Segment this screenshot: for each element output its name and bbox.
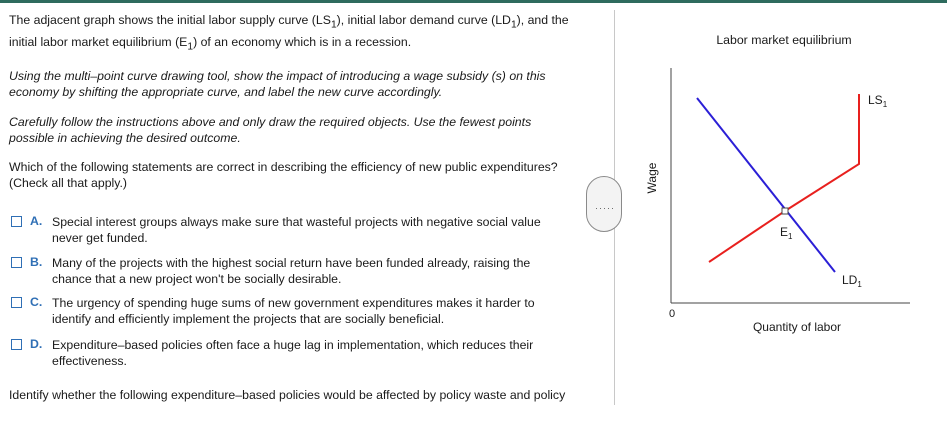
instruction-line-1: Using the multi–point curve drawing tool, show the impact of introducing a wage subsidy (s) on this: [9, 69, 546, 83]
option-c-letter: C.: [30, 295, 43, 309]
prompt-line-2: (Check all that apply.): [9, 176, 128, 190]
option-d-letter: D.: [30, 337, 43, 351]
note-line-1: Carefully follow the instructions above and only draw the required objects. Use the fewest points: [9, 115, 532, 129]
ld1-label: $LD_1$: [842, 273, 862, 289]
prompt-line-1: Which of the following statements are correct in describing the efficiency of new public expenditures?: [9, 160, 558, 174]
panel-resize-handle[interactable]: [586, 176, 622, 232]
e1-label: $E_1$: [780, 225, 793, 241]
footer-line: Identify whether the following expenditure–based policies would be affected by policy waste and policy: [9, 388, 566, 402]
intro-line-2: initial labor market equilibrium $(E_1)$ of an economy which is in a recession.: [9, 35, 412, 53]
option-a-letter: A.: [30, 214, 43, 228]
labor-market-graph[interactable]: [630, 0, 947, 429]
equilibrium-point-e1[interactable]: [782, 208, 788, 214]
labor-demand-curve-ld1[interactable]: [697, 98, 835, 272]
option-b-text[interactable]: Many of the projects with the highest social return have been funded already, raising the chance that a new project won't be socially desirable.: [52, 256, 531, 286]
note-line-2: possible in achieving the desired outcome.: [9, 131, 241, 145]
intro-line-1: The adjacent graph shows the initial labor supply curve $(LS_1)$, initial labor demand curve $(LD_1)$, and the: [9, 13, 569, 31]
option-d-text[interactable]: Expenditure–based policies often face a huge lag in implementation, which reduces their effectiveness.: [52, 338, 534, 368]
instruction-line-2: economy by shifting the appropriate curve, and label the new curve accordingly.: [9, 85, 443, 99]
handle-grip-icon: ·····: [595, 203, 615, 213]
y-axis-label: Wage: [645, 162, 659, 194]
ls1-label: $LS_1$: [868, 93, 888, 109]
x-axis-label: Quantity of labor: [752, 320, 842, 334]
option-a-checkbox[interactable]: [11, 216, 22, 227]
option-c-text[interactable]: The urgency of spending huge sums of new government expenditures makes it harder to identify and efficiently implement the projects that are socially beneficial.: [52, 296, 535, 326]
option-d-checkbox[interactable]: [11, 339, 22, 350]
origin-label: 0: [668, 308, 676, 320]
option-b-letter: B.: [30, 255, 43, 269]
option-c-checkbox[interactable]: [11, 297, 22, 308]
option-a-text[interactable]: Special interest groups always make sure that wasteful projects with negative social value never get funded.: [52, 215, 541, 245]
graph-title: Labor market equilibrium: [716, 33, 852, 47]
option-b-checkbox[interactable]: [11, 257, 22, 268]
